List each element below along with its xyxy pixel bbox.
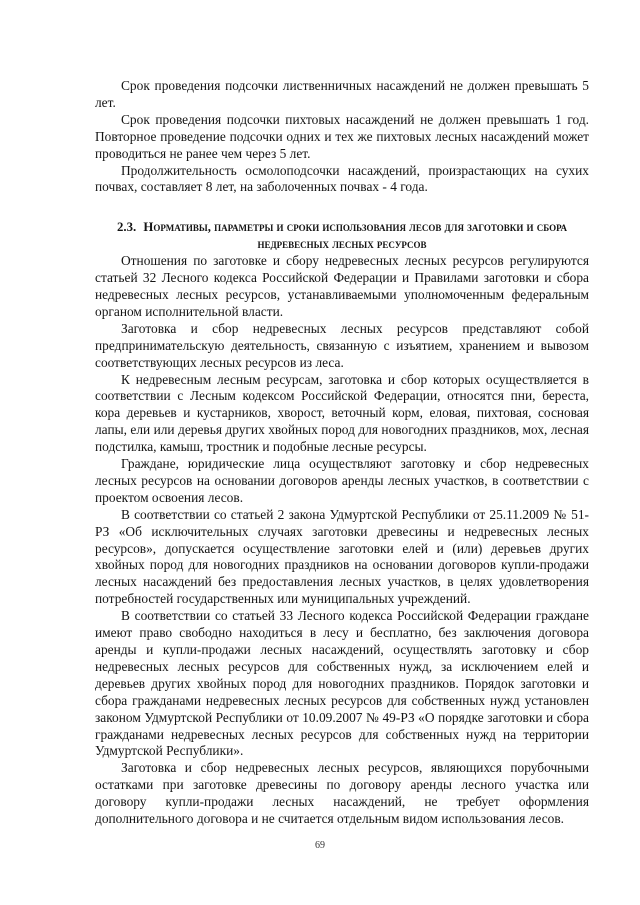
document-page (95, 78, 589, 828)
paragraph: Продолжительность осмолоподсочки насаждений, произрастающих на сухих почвах, составляет 8 лет, на заболоченных почвах - 4 года. (95, 162, 589, 195)
page-number: 69 (315, 840, 325, 851)
paragraph: К недревесным лесным ресурсам, заготовка и сбор которых осуществляется в соответствии с Лесным кодексом Российской Федерации, относятся пни, береста, кора деревьев и кустарников, хворост, веточный корм, еловая, пихтовая, сосновая лапы, ели или деревья других хвойных пород для новогодних праздников, мох, лесная подстилка, камыш, тростник и подобные лесные ресурсы. (95, 371, 589, 455)
paragraph: В соответствии со статьей 2 закона Удмуртской Республики от 25.11.2009 № 51-РЗ «Об исключительных случаях заготовки древесины и недревесных лесных ресурсов», допускается осуществление заготовки елей и (или) деревьев других хвойных пород для новогодних праздников на основании договоров купли-продажи лесных насаждений без предоставления лесных участков, в целях удовлетворения потребностей государственных или муниципальных учреждений. (95, 506, 589, 607)
section-heading (95, 219, 589, 253)
paragraph: Граждане, юридические лица осуществляют заготовку и сбор недревесных лесных ресурсов на основании договоров аренды лесных участков, в соответствии с проектом освоения лесов. (95, 456, 589, 505)
paragraph: Заготовка и сбор недревесных лесных ресурсов, являющихся порубочными остатками при заготовке древесины по договору аренды лесного участка или договору купли-продажи лесных насаждений, не требует оформления дополнительного договора и не считается отдельным видом использования лесов. (95, 760, 589, 827)
section-title: Нормативы, параметры и сроки использования лесов для заготовки и сбора недревесных лесных ресурсов (143, 220, 567, 252)
paragraph: Срок проведения подсочки лиственничных насаждений не должен превышать 5 лет. (95, 78, 589, 110)
paragraph: Заготовка и сбор недревесных лесных ресурсов представляют собой предпринимательскую деятельность, связанную с изъятием, хранением и вывозом соответствующих лесных ресурсов из леса. (95, 320, 589, 370)
paragraph: В соответствии со статьей 33 Лесного кодекса Российской Федерации граждане имеют право свободно находиться в лесу и бесплатно, без заключения договора аренды и купли-продажи лесных насаждений, осуществлять заготовку и сбор недревесных лесных ресурсов для собственных нужд, за исключением елей и деревьев других хвойных пород для новогодних праздников. Порядок заготовки и сбора гражданами недревесных лесных ресурсов для собственных нужд установлен законом Удмуртской Республики от 10.09.2007 № 49-РЗ «О порядке заготовки и сбора гражданами недревесных лесных ресурсов для собственных нужд на территории Удмуртской Республики». (95, 608, 589, 759)
paragraph: Отношения по заготовке и сбору недревесных лесных ресурсов регулируются статьей 32 Лесного кодекса Российской Федерации и Правилами заготовки и сбора недревесных лесных ресурсов, устанавливаемыми уполномоченным федеральным органом исполнительной власти. (95, 253, 589, 319)
paragraph: Срок проведения подсочки пихтовых насаждений не должен превышать 1 год. Повторное проведение подсочки одних и тех же пихтовых лесных насаждений может проводиться не ранее чем через 5 лет. (95, 111, 589, 161)
section-number: 2.3. (117, 220, 137, 235)
